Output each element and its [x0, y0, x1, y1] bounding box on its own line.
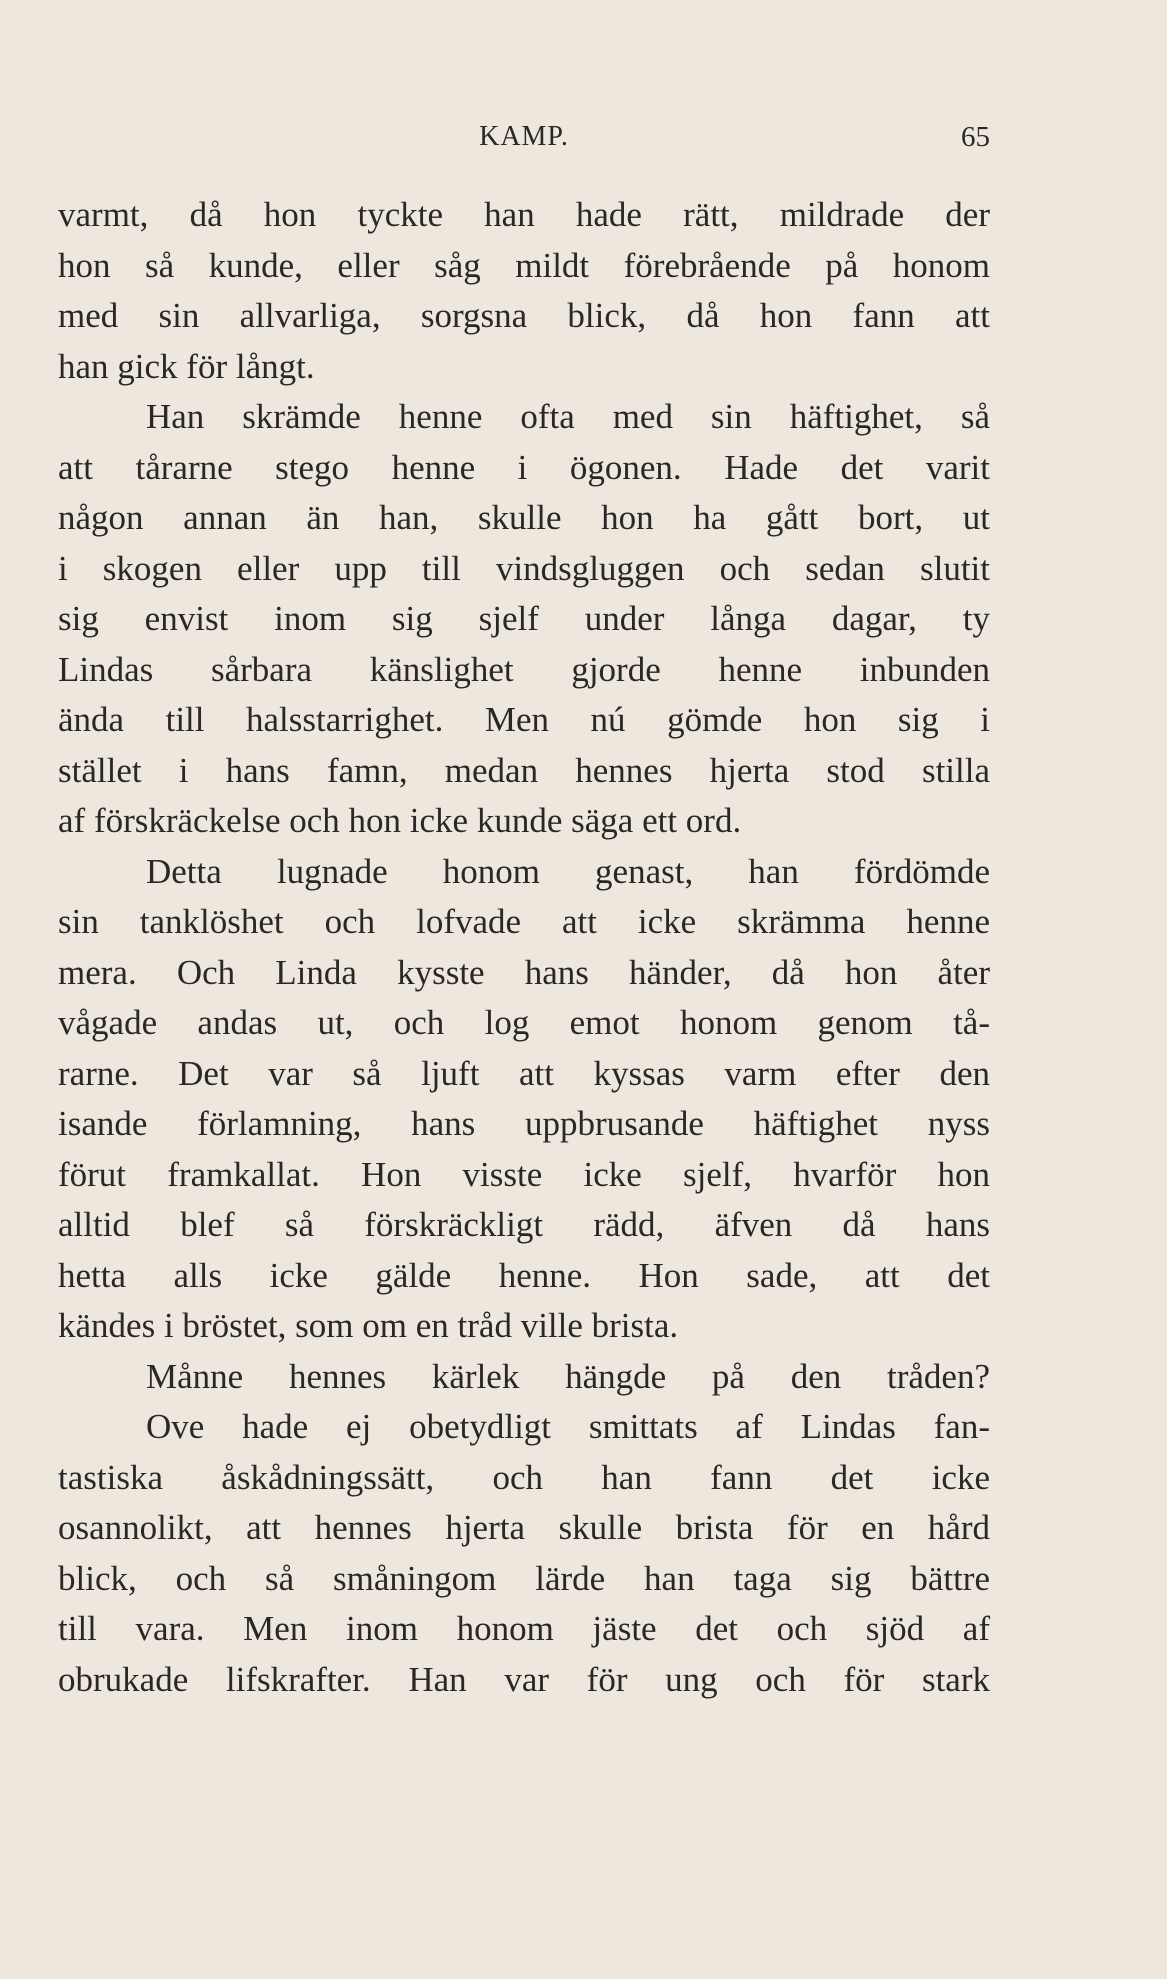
text-line: blick, och så småningom lärde han taga sig bättre [58, 1558, 990, 1598]
text-line: Detta lugnade honom genast, han fördömde [146, 851, 990, 891]
text-line: isande förlamning, hans uppbrusande häftighet nyss [58, 1104, 990, 1143]
text-line: Han skrämde henne ofta med sin häftighet, så [146, 397, 990, 436]
text-line: alltid blef så förskräckligt rädd, äfven då hans [58, 1205, 990, 1244]
text-line: i skogen eller upp till vindsgluggen och sedan slutit [58, 548, 990, 588]
text-line: rarne. Det var så ljuft att kyssas varm efter den [58, 1053, 990, 1093]
running-head [58, 121, 990, 161]
text-line: varmt, då hon tyckte han hade rätt, mildrade der [58, 195, 990, 234]
body-text [58, 190, 990, 1705]
text-line: hetta alls icke gälde henne. Hon sade, att det [58, 1255, 990, 1295]
text-line: stället i hans famn, medan hennes hjerta stod stilla [58, 750, 990, 790]
text-line: Månne hennes kärlek hängde på den tråden? [146, 1356, 990, 1396]
page-number: 65 [961, 121, 990, 153]
text-line: Lindas sårbara känslighet gjorde henne inbunden [58, 649, 990, 689]
text-line: osannolikt, att hennes hjerta skulle brista för en hård [58, 1508, 990, 1547]
text-line: till vara. Men inom honom jäste det och sjöd af [58, 1609, 990, 1648]
text-line: förut framkallat. Hon visste icke sjelf, hvarför hon [58, 1154, 990, 1194]
text-line: han gick för långt. [58, 346, 315, 386]
text-line: obrukade lifskrafter. Han var för ung och för stark [58, 1659, 990, 1699]
text-line: att tårarne stego henne i ögonen. Hade det varit [58, 447, 990, 487]
running-title: KAMP. [479, 121, 569, 152]
text-line: tastiska åskådningssätt, och han fann det icke [58, 1457, 990, 1497]
text-line: hon så kunde, eller såg mildt förebrående på honom [58, 245, 990, 285]
text-line: någon annan än han, skulle hon ha gått bort, ut [58, 498, 990, 537]
text-line: mera. Och Linda kysste hans händer, då hon åter [58, 952, 990, 992]
text-line: sin tanklöshet och lofvade att icke skrämma henne [58, 902, 990, 941]
text-line: Ove hade ej obetydligt smittats af Lindas fan- [146, 1407, 990, 1446]
text-line: vågade andas ut, och log emot honom genom tå- [58, 1003, 990, 1042]
text-line: ända till halsstarrighet. Men nú gömde hon sig i [58, 700, 990, 739]
text-line: af förskräckelse och hon icke kunde säga ett ord. [58, 801, 742, 840]
text-line: sig envist inom sig sjelf under långa dagar, ty [58, 599, 990, 638]
text-line: med sin allvarliga, sorgsna blick, då hon fann att [58, 296, 990, 335]
text-line: kändes i bröstet, som om en tråd ville brista. [58, 1306, 679, 1345]
